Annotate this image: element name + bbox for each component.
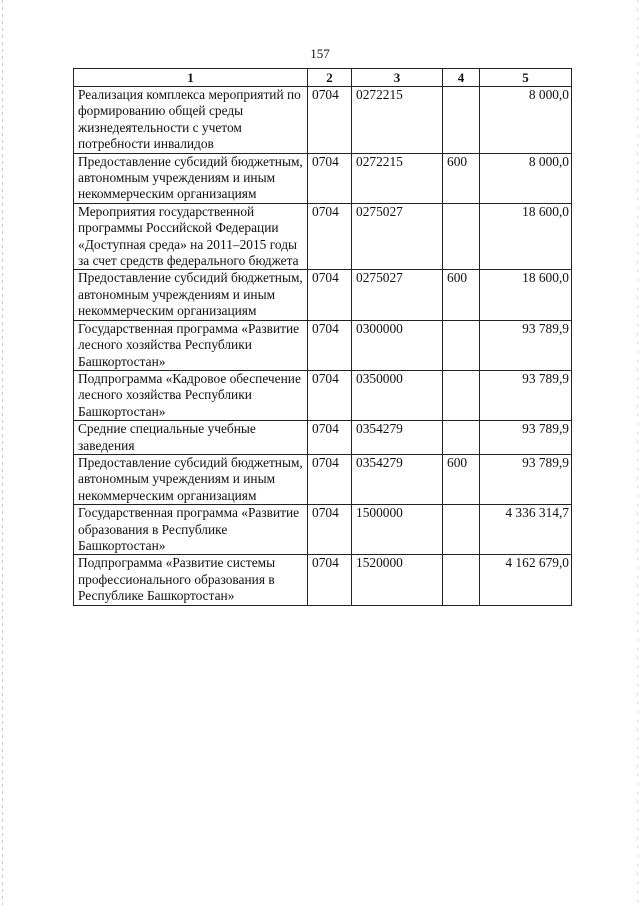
column-header: 5: [480, 69, 572, 87]
row-amount: 93 789,9: [480, 320, 572, 370]
row-name: Мероприятия государственной программы Российской Федерации «Доступная среда» на 2011–2015 годы за счет средств федерального бюджета: [74, 203, 308, 270]
row-amount: 93 789,9: [480, 370, 572, 420]
table-row: [74, 87, 572, 154]
row-amount: 93 789,9: [480, 421, 572, 455]
row-name: Подпрограмма «Развитие системы профессионального образования в Республике Башкортостан»: [74, 555, 308, 605]
table-row: [74, 370, 572, 420]
row-type: [443, 370, 480, 420]
table-row: [74, 421, 572, 455]
page-number: 157: [310, 46, 330, 61]
row-type: 600: [443, 153, 480, 203]
row-section: 0704: [308, 87, 352, 154]
table-row: [74, 270, 572, 320]
row-type: [443, 320, 480, 370]
column-header: 1: [74, 69, 308, 87]
row-amount: 4 336 314,7: [480, 505, 572, 555]
row-section: 0704: [308, 555, 352, 605]
row-type: [443, 555, 480, 605]
row-section: 0704: [308, 153, 352, 203]
scan-edge-left: [2, 0, 3, 905]
row-code: 0350000: [352, 370, 443, 420]
row-amount: 8 000,0: [480, 87, 572, 154]
table-row: [74, 454, 572, 504]
row-code: 0272215: [352, 87, 443, 154]
row-type: [443, 203, 480, 270]
column-header: 4: [443, 69, 480, 87]
row-name: Предоставление субсидий бюджетным, автономным учреждениям и иным некоммерческим организациям: [74, 153, 308, 203]
row-type: [443, 505, 480, 555]
scan-edge-right: [637, 0, 638, 905]
row-code: 0272215: [352, 153, 443, 203]
table-row: [74, 505, 572, 555]
row-name: Средние специальные учебные заведения: [74, 421, 308, 455]
row-code: 0354279: [352, 421, 443, 455]
row-type: 600: [443, 270, 480, 320]
row-name: Подпрограмма «Кадровое обеспечение лесного хозяйства Республики Башкортостан»: [74, 370, 308, 420]
row-section: 0704: [308, 203, 352, 270]
row-amount: 4 162 679,0: [480, 555, 572, 605]
row-name: Государственная программа «Развитие лесного хозяйства Республики Башкортостан»: [74, 320, 308, 370]
row-amount: 93 789,9: [480, 454, 572, 504]
row-amount: 18 600,0: [480, 203, 572, 270]
table-row: [74, 320, 572, 370]
row-amount: 18 600,0: [480, 270, 572, 320]
column-header: 3: [352, 69, 443, 87]
row-name: Предоставление субсидий бюджетным, автономным учреждениям и иным некоммерческим организациям: [74, 454, 308, 504]
row-amount: 8 000,0: [480, 153, 572, 203]
row-type: [443, 87, 480, 154]
row-name: Государственная программа «Развитие образования в Республике Башкортостан»: [74, 505, 308, 555]
row-section: 0704: [308, 370, 352, 420]
row-code: 0275027: [352, 203, 443, 270]
row-section: 0704: [308, 421, 352, 455]
row-section: 0704: [308, 454, 352, 504]
row-section: 0704: [308, 505, 352, 555]
row-code: 0354279: [352, 454, 443, 504]
row-name: Предоставление субсидий бюджетным, автономным учреждениям и иным некоммерческим организациям: [74, 270, 308, 320]
table-row: [74, 203, 572, 270]
row-code: 1520000: [352, 555, 443, 605]
column-header: 2: [308, 69, 352, 87]
row-section: 0704: [308, 320, 352, 370]
row-type: [443, 421, 480, 455]
row-code: 1500000: [352, 505, 443, 555]
table-row: [74, 555, 572, 605]
budget-table: [73, 68, 572, 606]
row-type: 600: [443, 454, 480, 504]
row-code: 0300000: [352, 320, 443, 370]
table-header-row: [74, 69, 572, 87]
row-code: 0275027: [352, 270, 443, 320]
table-row: [74, 153, 572, 203]
row-section: 0704: [308, 270, 352, 320]
row-name: Реализация комплекса мероприятий по формированию общей среды жизнедеятельности с учетом потребности инвалидов: [74, 87, 308, 154]
